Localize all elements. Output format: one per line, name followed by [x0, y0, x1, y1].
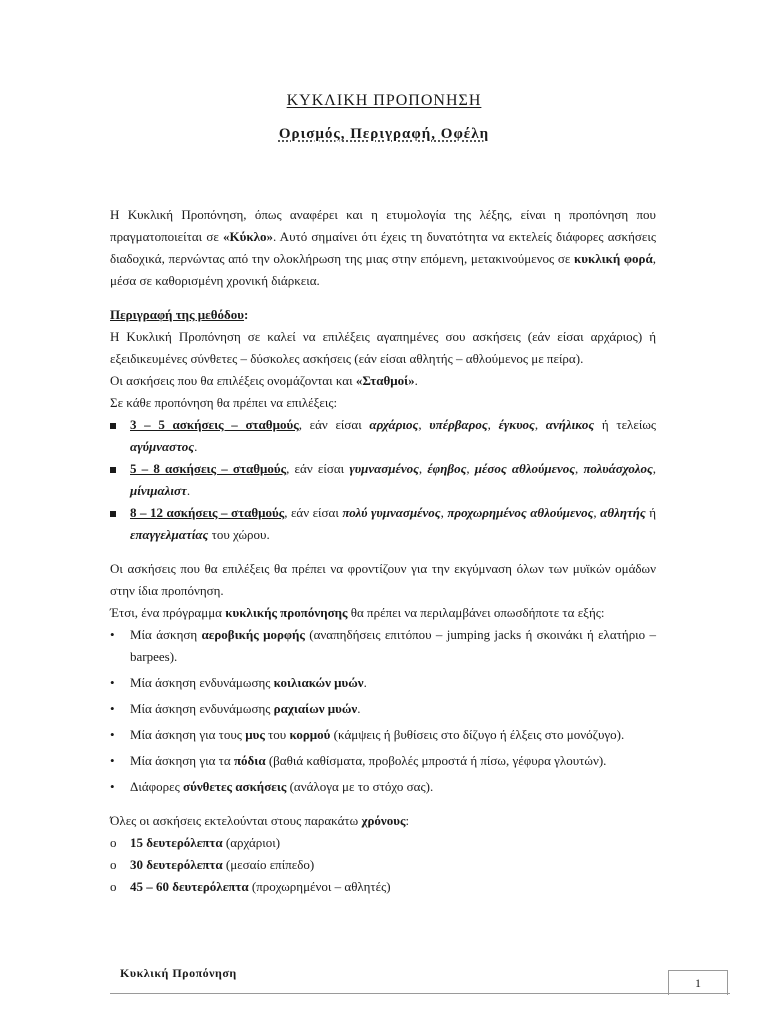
bullet-icon — [110, 698, 124, 720]
intro-paragraph: Η Κυκλική Προπόνηση, όπως αναφέρει και η ετυμολογία της λέξης, είναι η προπόνηση που πραγματοποιείται σε «Κύκλο». Αυτό σημαίνει ότι έχεις τη δυνατότητα να εκτελείς διάφορες ασκήσεις διαδοχικά, περνώντας από την ολοκλήρωση της μιας στην επόμενη, μετακινούμενος σε κυκλική φορά, μέσα σε καθορισμένη χρονική διάρκεια. — [110, 207, 656, 288]
list-item: 8 – 12 ασκήσεις – σταθμούς, εάν είσαι πολύ γυμνασμένος, προχωρημένος αθλούμενος, αθλητής ή επαγγελματίας του χώρου. — [110, 502, 656, 546]
square-bullet-icon — [110, 502, 124, 524]
bullet-icon — [110, 776, 124, 798]
method-paragraph: Η Κυκλική Προπόνηση σε καλεί να επιλέξεις αγαπημένες σου ασκήσεις (εάν είσαι αρχάριος) ή εξειδικευμένες σύνθετες – δύσκολες ασκήσεις (εάν είσαι αθλητής – αθλούμενος με πείρα). — [110, 329, 656, 366]
list-item: o 30 δευτερόλεπτα (μεσαίο επίπεδο) — [110, 854, 656, 876]
muscles-paragraph: Οι ασκήσεις που θα επιλέξεις θα πρέπει να φροντίζουν για την εκγύμναση όλων των μυϊκών ομάδων στην ίδια προπόνηση. — [110, 561, 656, 598]
list-item: • Μία άσκηση ενδυνάμωσης ραχιαίων μυών. — [110, 698, 656, 720]
list-item: • Διάφορες σύνθετες ασκήσεις (ανάλογα με το στόχο σας). — [110, 776, 656, 798]
footer-divider — [110, 993, 730, 994]
list-item: o 15 δευτερόλεπτα (αρχάριοι) — [110, 832, 656, 854]
document-body — [110, 204, 656, 898]
stations-paragraph: Οι ασκήσεις που θα επιλέξεις ονομάζονται και «Σταθμοί». — [110, 373, 418, 388]
list-item: 5 – 8 ασκήσεις – σταθμούς, εάν είσαι γυμνασμένος, έφηβος, μέσος αθλούμενος, πολυάσχολος, μίνιμαλιστ. — [110, 458, 656, 502]
circle-bullet-icon — [110, 832, 124, 854]
square-bullet-icon — [110, 458, 124, 480]
program-paragraph: Έτσι, ένα πρόγραμμα κυκλικής προπόνησης θα πρέπει να περιλαμβάνει οπωσδήποτε τα εξής: — [110, 605, 605, 620]
choose-paragraph: Σε κάθε προπόνηση θα πρέπει να επιλέξεις: — [110, 395, 338, 410]
method-heading: Περιγραφή της μεθόδου: — [110, 307, 249, 322]
circle-bullet-icon — [110, 854, 124, 876]
square-bullet-icon — [110, 414, 124, 436]
list-item: 3 – 5 ασκήσεις – σταθμούς, εάν είσαι αρχάριος, υπέρβαρος, έγκυος, ανήλικος ή τελείως αγύμναστος. — [110, 414, 656, 458]
document-subtitle: Ορισμός, Περιγραφή, Οφέλη — [278, 126, 490, 142]
circle-bullet-icon — [110, 876, 124, 898]
list-item: o 45 – 60 δευτερόλεπτα (προχωρημένοι – αθλητές) — [110, 876, 656, 898]
bullet-icon — [110, 724, 124, 746]
footer-title: Κυκλική Προπόνηση — [120, 966, 237, 980]
times-paragraph: Όλες οι ασκήσεις εκτελούνται στους παρακάτω χρόνους: — [110, 813, 410, 828]
document-title: ΚΥΚΛΙΚΗ ΠΡΟΠΟΝΗΣΗ — [286, 92, 482, 109]
stations-list — [110, 414, 656, 546]
list-item: • Μία άσκηση αεροβικής μορφής (αναπηδήσεις επιτόπου – jumping jacks ή σκοινάκι ή ελατήριο – barpees). — [110, 624, 656, 668]
bullet-icon — [110, 672, 124, 694]
times-list — [110, 832, 656, 898]
bullet-icon — [110, 624, 124, 646]
list-item: • Μία άσκηση για τα πόδια (βαθιά καθίσματα, προβολές μπροστά ή πίσω, γέφυρα γλουτών). — [110, 750, 656, 772]
bullet-icon — [110, 750, 124, 772]
list-item: • Μία άσκηση για τους μυς του κορμού (κάμψεις ή βυθίσεις στο δίζυγο ή έλξεις στο μονόζυγο). — [110, 724, 656, 746]
exercises-list — [110, 624, 656, 798]
list-item: • Μία άσκηση ενδυνάμωσης κοιλιακών μυών. — [110, 672, 656, 694]
page-number: 1 — [668, 970, 728, 995]
